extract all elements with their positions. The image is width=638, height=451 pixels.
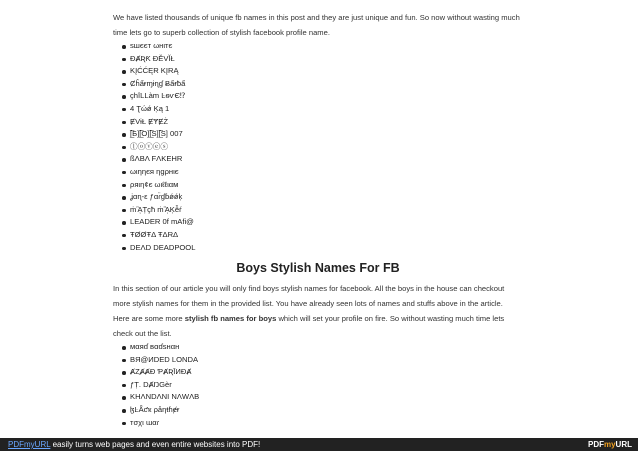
pdfmyurl-logo[interactable] xyxy=(588,438,632,451)
logo-part-pdf: PDF xyxy=(587,440,604,449)
list-item: ßΛBΛ FΛKEHR xyxy=(113,153,523,166)
boys-intro-paragraph-2 xyxy=(113,311,523,341)
list-item: 4 Ʈώǿ Ķą 1 xyxy=(113,103,523,116)
para2-bold-text: stylish fb names for boys xyxy=(184,314,277,324)
list-item: [̲̅Б][̲̅O][̲̅S][̲̅S] 007 xyxy=(113,128,523,141)
stylish-names-list xyxy=(113,40,523,254)
pdfmyurl-link[interactable]: PDFmyURL xyxy=(8,440,51,449)
boys-names-list xyxy=(113,341,523,429)
list-item: LEADER 0f mAfi@ xyxy=(113,216,523,229)
list-item: мαяɗ вαɗѕнαн xyxy=(113,341,523,354)
logo-part-my: my xyxy=(603,440,616,449)
list-item: тσχι ɯαɾ xyxy=(113,417,523,430)
pdf-footer-bar xyxy=(0,438,638,451)
list-item: ωιηηєя ηgρнιє xyxy=(113,166,523,179)
logo-part-url: URL xyxy=(615,440,632,449)
list-item: çhîLLàm ĿѳѵЄ⁉ xyxy=(113,90,523,103)
list-item: ρяιη¢є ωιℓℓιαм xyxy=(113,179,523,192)
list-item: KĮĆĆĘR KĮRĄ xyxy=(113,65,523,78)
list-item: ƒȚ. DȺŊGèr xyxy=(113,379,523,392)
list-item: Ȼĥẩɍɱɨɳɠ Ƀẩɍƀẩ xyxy=(113,78,523,91)
footer-text: easily turns web pages and even entire websites into PDF! xyxy=(50,440,261,449)
list-item: ṁᾋȚçħ ṁᾋĶễŕ xyxy=(113,204,523,217)
list-item: ĐȺƦƘ ĐĔVĬŁ xyxy=(113,53,523,66)
list-item: BЯ@ИDED LONDA xyxy=(113,354,523,367)
list-item: ⓛⓞⓥⓔⓢ xyxy=(113,141,523,154)
list-item: ѕшєєт ωнιтє xyxy=(113,40,523,53)
list-item: ʝαɳ-ε ƒαɾ̈ɠɓǿǿķ xyxy=(113,191,523,204)
list-item: ɮĿǞƈҡ ρåηŧɦɇɍ xyxy=(113,404,523,417)
list-item: ŦØØŦΔ ŦΔRΔ xyxy=(113,229,523,242)
list-item: DEΛD DEADPOOL xyxy=(113,242,523,255)
para2-text-start: Here are some more xyxy=(113,314,185,324)
boys-intro-paragraph: In this section of our article you will only find boys stylish names for facebook. All the boys in the house can checkout more stylish names for them in the provided list. You have already seen lots of names and stuffs above in the article. xyxy=(113,284,505,309)
list-item: ɆVɨŁ ɆɎɆŻ xyxy=(113,116,523,129)
list-item: KHΛNDΛNI NΛWΛB xyxy=(113,391,523,404)
section-heading: Boys Stylish Names For FB xyxy=(236,261,400,276)
list-item: ȺȤȺȺĐ ƤȺƦĪИĐȺ xyxy=(113,366,523,379)
para2-text-end: which will set your profile on fire. So without wasting much time lets check out the list. xyxy=(113,314,505,339)
article-content xyxy=(113,10,523,429)
intro-paragraph: We have listed thousands of unique fb names in this post and they are just unique and fun. So now without wasting much time lets go to superb collection of stylish facebook profile name. xyxy=(113,13,520,37)
